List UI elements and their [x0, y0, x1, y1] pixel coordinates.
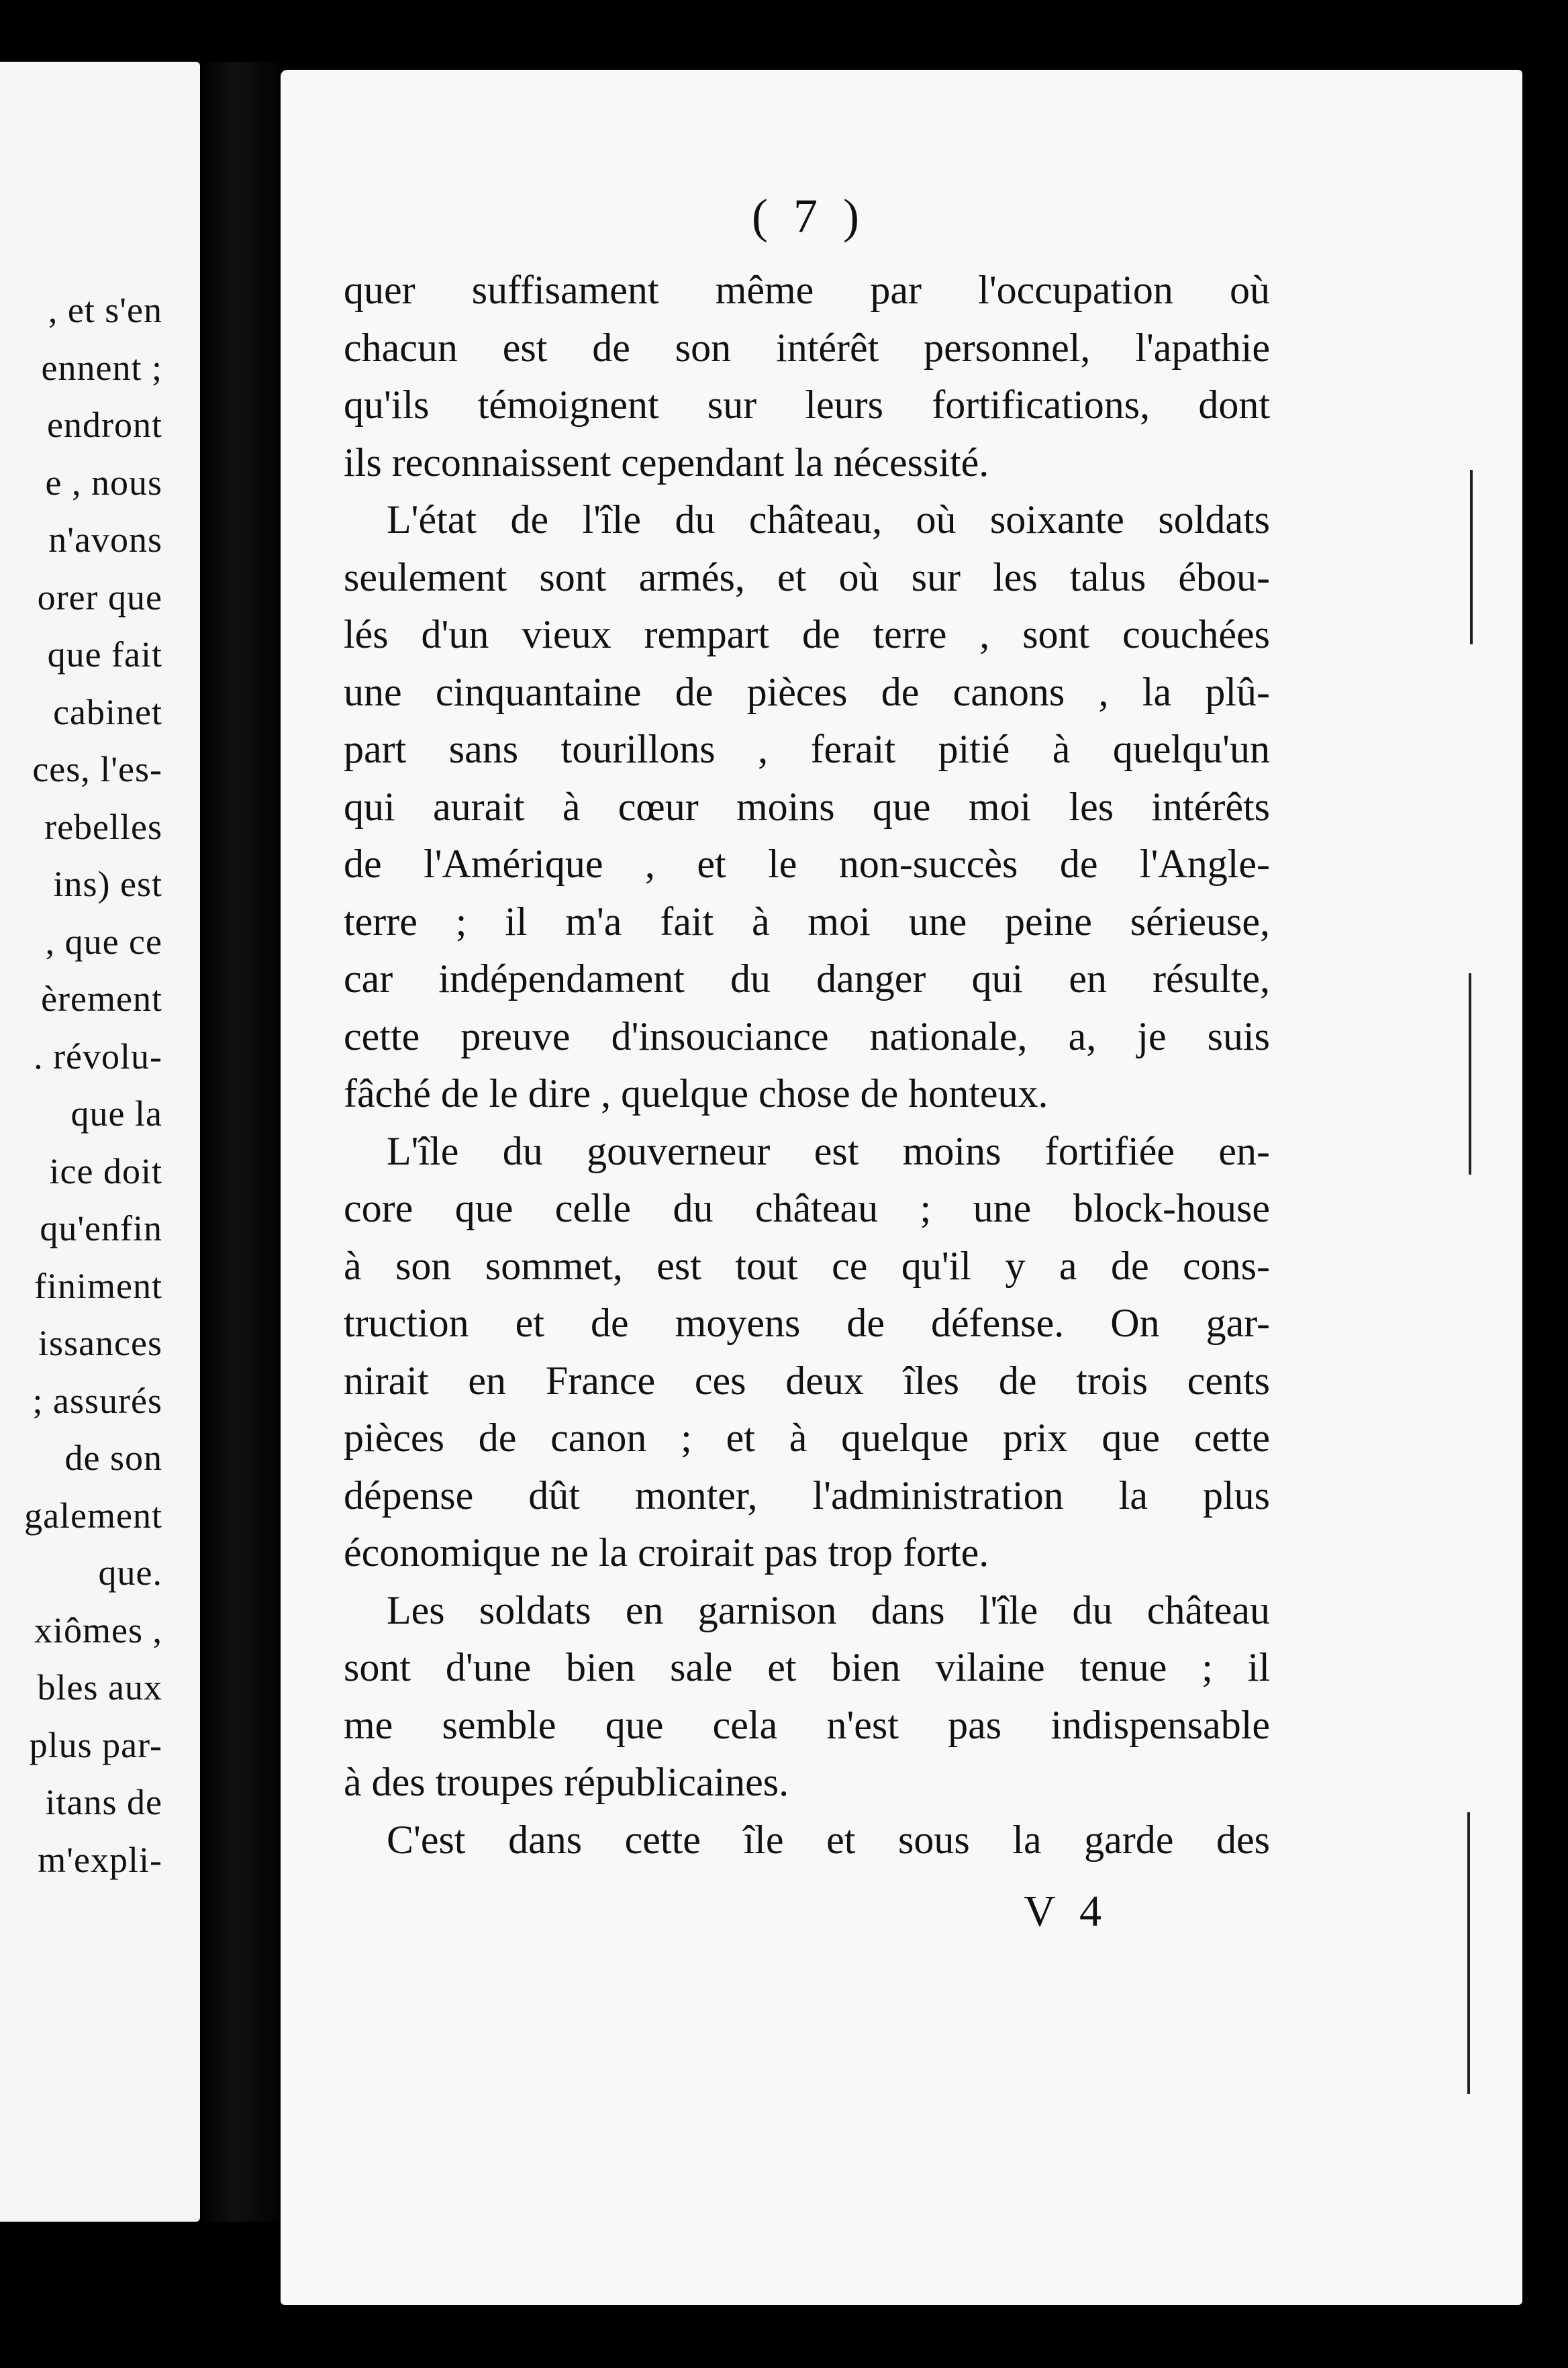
text-line: seulement sont armés, et où sur les talus ébou- [344, 554, 1270, 599]
text-line: cette preuve d'insouciance nationale, a, je suis [344, 1014, 1270, 1058]
left-line: ennent ; [41, 348, 162, 388]
left-line: ; assurés [32, 1381, 162, 1421]
text-line: de l'Amérique , et le non-succès de l'Angle- [344, 842, 1270, 886]
text-line: sont d'une bien sale et bien vilaine tenue ; il [344, 1645, 1270, 1689]
text-line: car indépendament du danger qui en résulte, [344, 956, 1270, 1001]
text-line: quer suffisament même par l'occupation où [344, 268, 1270, 312]
text-line: qu'ils témoignent sur leurs fortifications, dont [344, 383, 1270, 427]
left-line: orer que [37, 577, 162, 618]
left-line: finiment [34, 1266, 162, 1306]
left-line: que. [98, 1552, 162, 1593]
left-line: ice doit [49, 1151, 162, 1191]
left-line: m'expli- [38, 1840, 162, 1880]
page-edge-mark [1467, 1812, 1470, 2094]
text-line: dépense dût monter, l'administration la plus [344, 1473, 1270, 1518]
left-line: . révolu- [34, 1036, 162, 1077]
left-line: e , nous [45, 462, 162, 503]
text-line: lés d'un vieux rempart de terre , sont couchées [344, 612, 1270, 656]
left-line: de son [64, 1438, 162, 1478]
page-edge-mark [1469, 973, 1471, 1175]
text-line: part sans tourillons , ferait pitié à quelqu'un [344, 727, 1270, 771]
left-line: rebelles [44, 807, 162, 847]
left-line: n'avons [48, 520, 162, 560]
text-line: me semble que cela n'est pas indispensable [344, 1702, 1270, 1747]
left-page-fragment [0, 62, 200, 2222]
left-line: galement [24, 1495, 162, 1536]
text-line: ils reconnaissent cependant la nécessité. [344, 440, 989, 485]
paragraph-start-line: C'est dans cette île et sous la garde des [387, 1817, 1270, 1862]
left-line: qu'enfin [40, 1208, 162, 1248]
left-line: , que ce [45, 922, 162, 962]
page-body-text [344, 262, 1270, 1869]
text-line: une cinquantaine de pièces de canons , la plû- [344, 669, 1270, 714]
text-line: fâché de le dire , quelque chose de honteux. [344, 1071, 1048, 1116]
left-line: que la [70, 1093, 162, 1134]
text-line: à son sommet, est tout ce qu'il y a de cons- [344, 1243, 1270, 1288]
text-line: nirait en France ces deux îles de trois cents [344, 1358, 1270, 1403]
left-line: endront [47, 405, 162, 445]
text-line: économique ne la croirait pas trop forte. [344, 1530, 989, 1575]
text-line: chacun est de son intérêt personnel, l'apathie [344, 325, 1270, 370]
left-line: issances [38, 1323, 162, 1363]
paragraph-start-line: Les soldats en garnison dans l'île du château [387, 1587, 1270, 1632]
text-line: terre ; il m'a fait à moi une peine sérieuse, [344, 899, 1270, 944]
text-line: qui aurait à cœur moins que moi les intérêts [344, 784, 1270, 829]
left-line: itans de [45, 1782, 162, 1822]
text-line: pièces de canon ; et à quelque prix que cette [344, 1416, 1270, 1460]
text-line: à des troupes républicaines. [344, 1760, 789, 1804]
left-line: que fait [47, 634, 162, 675]
text-line: truction et de moyens de défense. On gar- [344, 1301, 1270, 1345]
paragraph-start-line: L'île du gouverneur est moins fortifiée en- [387, 1128, 1270, 1173]
page-edge-mark [1470, 470, 1473, 644]
left-line: èrement [41, 979, 162, 1019]
left-line: , et s'en [48, 290, 162, 330]
text-line: core que celle du château ; une block-house [344, 1186, 1270, 1230]
left-line: cabinet [53, 692, 162, 732]
left-line: ces, l'es- [32, 749, 162, 789]
paragraph-start-line: L'état de l'île du château, où soixante soldats [387, 497, 1270, 542]
left-line: bles aux [37, 1667, 162, 1708]
signature-mark: V 4 [1024, 1887, 1108, 1936]
left-line: ins) est [53, 864, 162, 904]
page-number: ( 7 ) [752, 189, 866, 243]
left-line: plus par- [29, 1725, 162, 1765]
gutter-shadow [200, 62, 287, 2222]
left-line: xiômes , [34, 1610, 162, 1650]
